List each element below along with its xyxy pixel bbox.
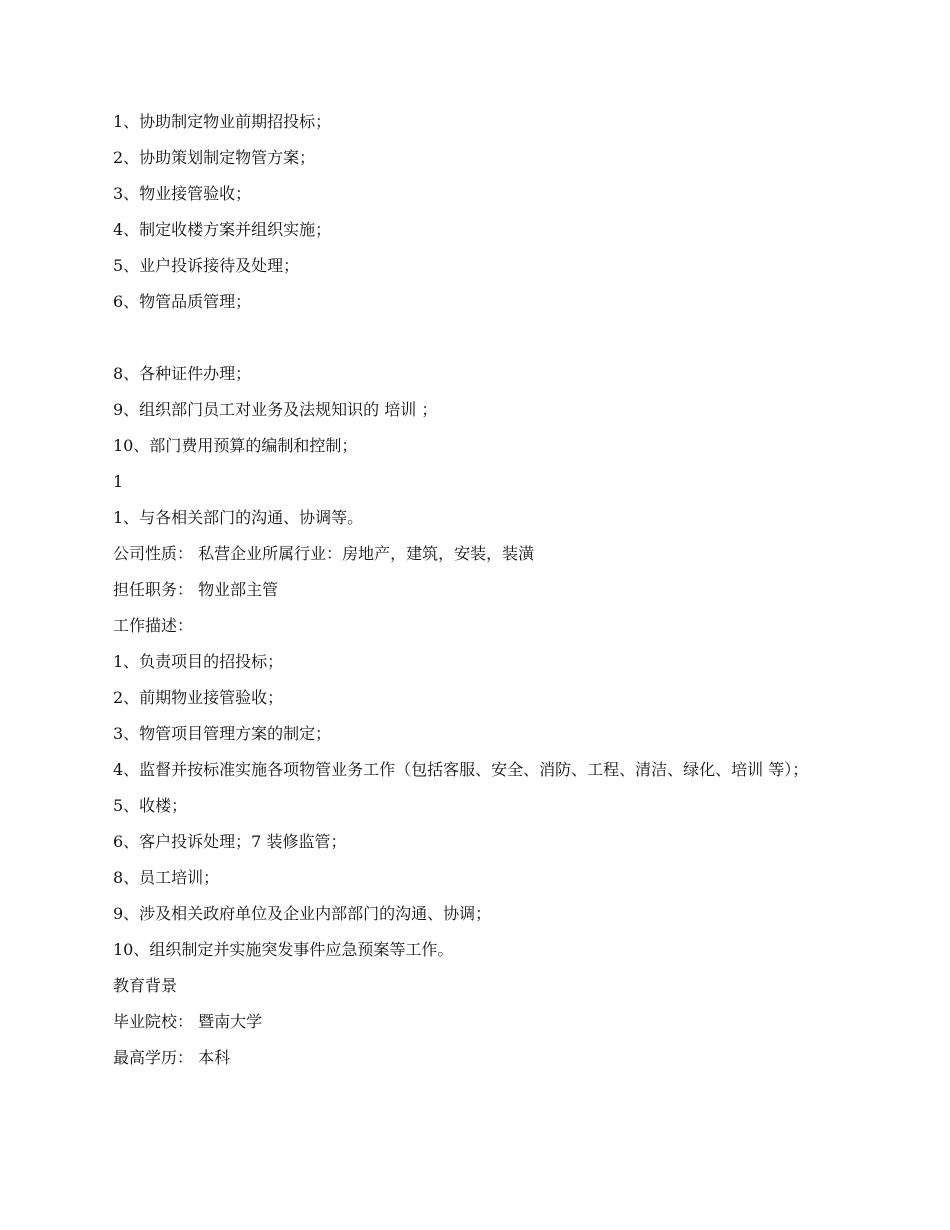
duty-item-6: 6、物管品质管理； <box>113 292 252 311</box>
stray-number: 1 <box>113 472 124 491</box>
job-title: 担任职务： 物业部主管 <box>113 580 279 599</box>
job-item-6: 6、客户投诉处理；7 装修监管； <box>113 832 347 851</box>
duty-item-2: 2、协助策划制定物管方案； <box>113 148 316 167</box>
duty-item-5: 5、业户投诉接待及处理； <box>113 256 300 275</box>
job-item-9: 9、涉及相关政府单位及企业内部部门的沟通、协调； <box>113 904 492 923</box>
duty-item-10: 10、部门费用预算的编制和控制； <box>113 436 358 455</box>
duty-item-8: 8、各种证件办理； <box>113 364 252 383</box>
job-item-1: 1、负责项目的招投标； <box>113 652 284 671</box>
duty-item-3: 3、物业接管验收； <box>113 184 252 203</box>
job-item-3: 3、物管项目管理方案的制定； <box>113 724 332 743</box>
job-item-5: 5、收楼； <box>113 796 188 815</box>
duty-item-11: 1、与各相关部门的沟通、协调等。 <box>113 508 364 527</box>
duty-item-9: 9、组织部门员工对业务及法规知识的 培训 ； <box>113 400 438 419</box>
highest-degree: 最高学历： 本科 <box>113 1048 231 1067</box>
job-item-10: 10、组织制定并实施突发事件应急预案等工作。 <box>113 940 454 959</box>
document-body <box>113 112 838 1084</box>
duty-item-1: 1、协助制定物业前期招投标； <box>113 112 332 131</box>
duty-item-4: 4、制定收楼方案并组织实施； <box>113 220 332 239</box>
company-nature: 公司性质： 私营企业所属行业：房地产，建筑，安装，装潢 <box>113 544 535 563</box>
school: 毕业院校： 暨南大学 <box>113 1012 263 1031</box>
job-item-8: 8、员工培训； <box>113 868 220 887</box>
job-item-2: 2、前期物业接管验收； <box>113 688 284 707</box>
job-item-4: 4、监督并按标准实施各项物管业务工作（包括客服、安全、消防、工程、清洁、绿化、培训 等）； <box>113 760 809 779</box>
education-heading: 教育背景 <box>113 976 178 995</box>
job-description-heading: 工作描述： <box>113 616 194 635</box>
blank-gap <box>113 328 838 364</box>
